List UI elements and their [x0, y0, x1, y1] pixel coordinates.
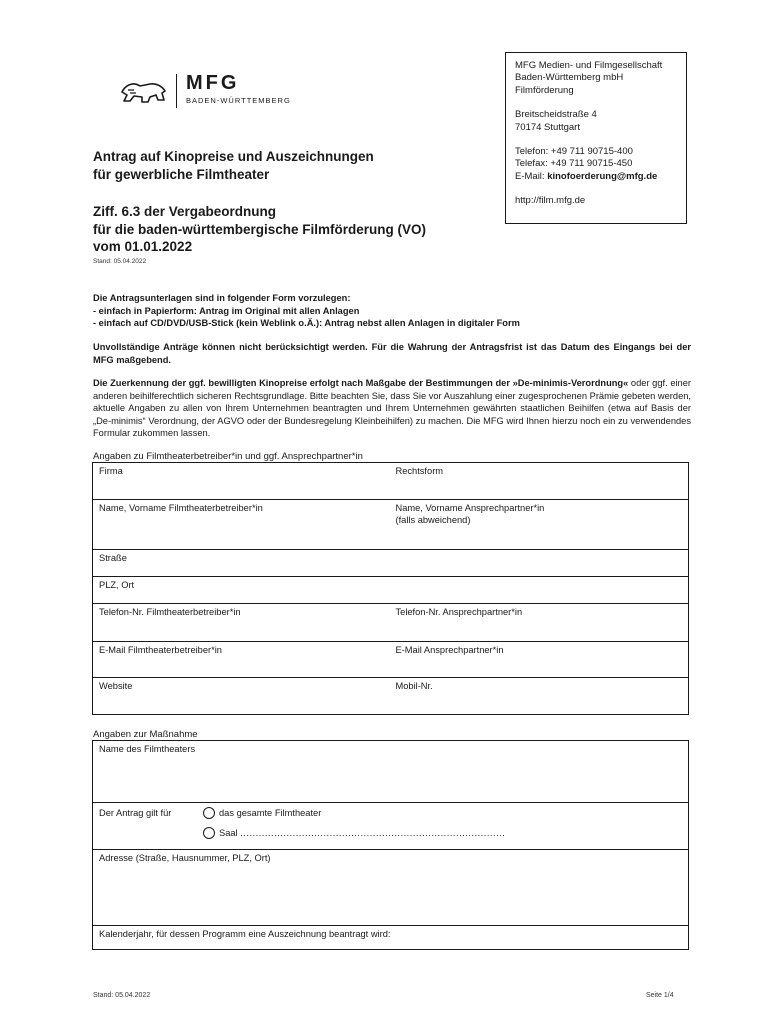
contact-line: Breitscheidstraße 4: [515, 109, 597, 121]
incomplete-notice: Unvollständige Anträge können nicht berücksichtigt werden. Für die Wahrung der Antragsfrist ist das Datum des Eingangs bei der MFG maßgebend.: [93, 342, 691, 365]
mfg-logo: [120, 72, 320, 112]
title-line: Antrag auf Kinopreise und Auszeichnungen: [93, 149, 374, 164]
stand-date: Stand: 05.04.2022: [93, 258, 147, 265]
radio-saal[interactable]: [203, 827, 215, 839]
field-note: (falls abweichend): [395, 515, 471, 525]
field-adresse[interactable]: [93, 850, 689, 926]
field-strasse[interactable]: [93, 550, 689, 577]
field-name-theater[interactable]: [93, 741, 689, 803]
field-label: Kalenderjahr, für dessen Programm eine Auszeichnung beantragt wird:: [99, 929, 391, 939]
radio-label-whole: das gesamte Filmtheater: [219, 808, 322, 818]
intro-line: - einfach in Papierform: Antrag im Original mit allen Anlagen: [93, 305, 360, 316]
measure-form: [92, 740, 689, 950]
title-line: für die baden-württembergische Filmförderung (VO): [93, 221, 427, 237]
field-label: Name, Vorname Ansprechpartner*in: [395, 503, 545, 513]
footer-page: Seite 1/4: [646, 992, 674, 999]
field-label: E-Mail Filmtheaterbetreiber*in: [99, 645, 222, 655]
field-label: Adresse (Straße, Hausnummer, PLZ, Ort): [99, 853, 271, 863]
field-plz-ort[interactable]: [93, 577, 689, 604]
title-line: Ziff. 6.3 der Vergabeordnung: [93, 204, 277, 219]
field-rechtsform[interactable]: [390, 463, 689, 500]
field-label: Mobil-Nr.: [395, 681, 433, 691]
section-label-operator: Angaben zu Filmtheaterbetreiber*in und ggf. Ansprechpartner*in: [93, 451, 363, 462]
field-tel-betreiber[interactable]: [93, 604, 390, 642]
contact-line: 70174 Stuttgart: [515, 121, 580, 133]
saal-dots[interactable]: ......................................................................................: [240, 828, 506, 838]
field-mail-betreiber[interactable]: [93, 642, 390, 678]
contact-line: MFG Medien- und Filmgesellschaft: [515, 60, 663, 71]
field-kalenderjahr[interactable]: [93, 926, 689, 950]
deminimis-notice: [93, 377, 691, 440]
radio-label-saal: Saal: [219, 828, 238, 838]
field-label: Straße: [99, 553, 127, 563]
lion-icon: [120, 78, 168, 106]
field-label: Firma: [99, 466, 123, 476]
intro-line: Die Antragsunterlagen sind in folgender Form vorzulegen:: [93, 293, 351, 303]
email-label: E-Mail:: [515, 170, 548, 182]
logo-divider: [176, 74, 177, 108]
field-mobil[interactable]: [390, 678, 689, 715]
field-label: Name, Vorname Filmtheaterbetreiber*in: [99, 503, 263, 513]
field-name-ansprech[interactable]: [390, 500, 689, 550]
field-label: Rechtsform: [395, 466, 444, 476]
field-tel-ansprech[interactable]: [390, 604, 689, 642]
field-label: Name des Filmtheaters: [99, 744, 196, 754]
contact-email-row: [515, 171, 677, 183]
field-name-betreiber[interactable]: [93, 500, 390, 550]
intro-line: - einfach auf CD/DVD/USB-Stick (kein Weblink o.Ä.): Antrag nebst allen Anlagen in digitaler Form: [93, 318, 520, 329]
intro-block: [93, 292, 691, 330]
logo-subtitle: BADEN-WÜRTTEMBERG: [186, 96, 291, 105]
field-label: E-Mail Ansprechpartner*in: [395, 645, 504, 655]
field-firma[interactable]: [93, 463, 390, 500]
section-label-measure: Angaben zur Maßnahme: [93, 729, 198, 740]
contact-web[interactable]: http://film.mfg.de: [515, 195, 586, 207]
field-mail-ansprech[interactable]: [390, 642, 689, 678]
contact-box: [505, 52, 687, 224]
field-label: PLZ, Ort: [99, 580, 135, 590]
deminimis-bold: Die Zuerkennung der ggf. bewilligten Kinopreise erfolgt nach Maßgabe der Bestimmungen der »De-minimis-Verordnung«: [93, 378, 629, 388]
deminimis-text: oder ggf. einer anderen beihilferechtlich sicheren Rechtsgrundlage. Bitte beachten Sie, dass Sie vor Auszahlung einer zugesprochenen Prämie gebeten werden, aktuelle Angaben zu allen von Ihrem Unternehmen beantragten und Ihrem Unternehmen gewährten staatlichen Beihilfen (etwa auf Basis der „De-minimis“ Verordnung, der AGVO oder der Bundesregelung Kleinbeihilfen) zu machen. Die MFG wird Ihnen hierzu noch ein zu verwendendes Formular zukommen lassen.: [93, 378, 691, 439]
title-line: vom 01.01.2022: [93, 239, 193, 254]
main-title: [93, 148, 374, 183]
field-label: Telefon-Nr. Ansprechpartner*in: [395, 607, 523, 617]
field-label: Der Antrag gilt für: [99, 808, 172, 818]
field-website[interactable]: [93, 678, 390, 715]
contact-line: Baden-Württemberg mbH: [515, 72, 624, 84]
field-label: Website: [99, 681, 133, 691]
operator-form: [92, 462, 689, 715]
contact-email[interactable]: kinofoerderung@mfg.de: [547, 170, 658, 182]
sub-title: [93, 203, 426, 256]
field-antrag-scope: [93, 803, 689, 850]
contact-phone: Telefon: +49 711 90715-400: [515, 146, 633, 158]
footer-stand: Stand: 05.04.2022: [93, 992, 151, 999]
radio-whole-theater[interactable]: [203, 807, 215, 819]
title-line: für gewerbliche Filmtheater: [93, 166, 270, 182]
scope-row-1: [99, 807, 682, 819]
contact-line: Filmförderung: [515, 84, 574, 96]
scope-row-2: [99, 827, 682, 839]
field-label: Telefon-Nr. Filmtheaterbetreiber*in: [99, 607, 241, 617]
contact-fax: Telefax: +49 711 90715-450: [515, 158, 633, 170]
logo-name: MFG: [186, 72, 240, 94]
